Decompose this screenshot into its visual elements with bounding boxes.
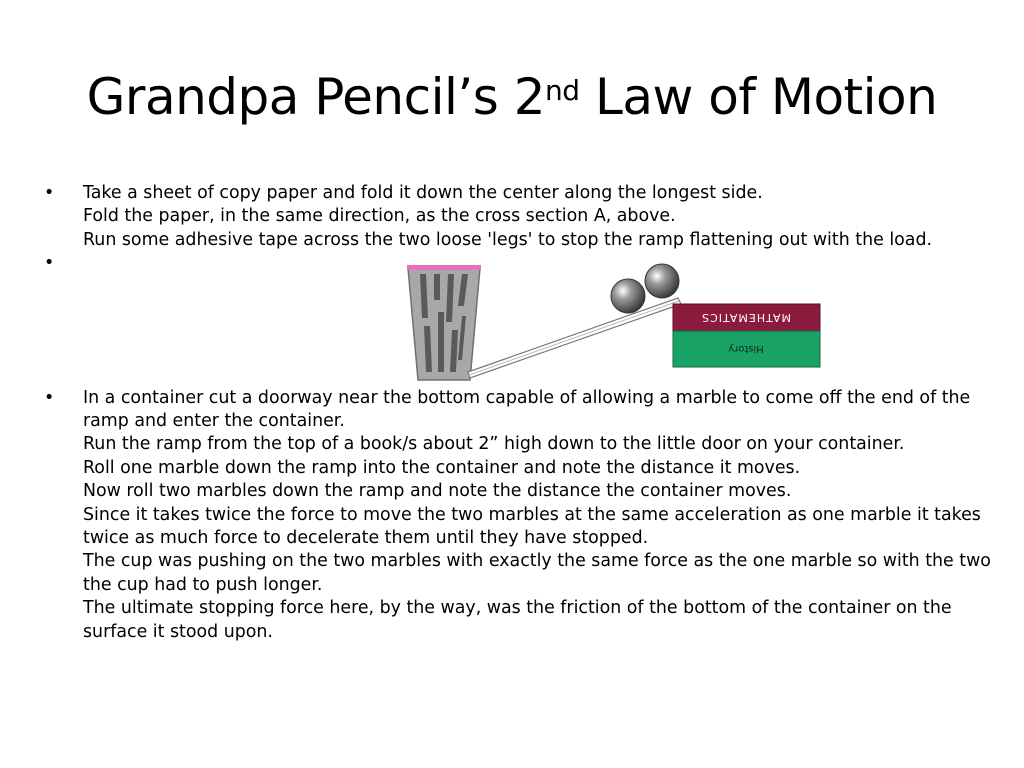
bullet-line: Roll one marble down the ramp into the container and note the distance it moves. [83, 457, 801, 478]
ramp-illustration [400, 260, 830, 386]
bullet-line: Take a sheet of copy paper and fold it down the center along the longest side. [83, 183, 763, 203]
bullet-dot: • [44, 387, 55, 408]
book-bottom-label: History [728, 343, 764, 354]
cup [407, 265, 481, 380]
book-top-label: MATHEMATICS [701, 311, 791, 324]
marble-icon [611, 279, 645, 313]
bullet-line: Run some adhesive tape across the two loose 'legs' to stop the ramp flattening out with the load. [83, 229, 933, 250]
title-superscript: nd [545, 74, 580, 107]
bullet-list [42, 182, 992, 644]
bullet-line: In a container cut a doorway near the bottom capable of allowing a marble to come off the end of the ramp and enter the container. [83, 387, 971, 432]
bullet-item-ramp-instructions [42, 182, 992, 252]
bullet-dot: • [44, 253, 55, 274]
cup-rim [407, 265, 481, 270]
bullet-line: The ultimate stopping force here, by the way, was the friction of the bottom of the container on the surface it stood upon. [83, 598, 952, 642]
marble-icon [645, 264, 679, 298]
bullet-line: Run the ramp from the top of a book/s about 2” high down to the little door on your container. [83, 434, 905, 455]
slide-title [0, 62, 1024, 132]
book-stack [673, 304, 820, 367]
ramp [468, 298, 681, 378]
bullet-line: Fold the paper, in the same direction, as the cross section A, above. [83, 206, 676, 227]
bullet-line: The cup was pushing on the two marbles with exactly the same force as the one marble so with the two the cup had to push longer. [83, 551, 991, 595]
bullet-item-experiment [42, 387, 992, 644]
bullet-dot: • [44, 183, 55, 203]
bullet-line: Since it takes twice the force to move the two marbles at the same acceleration as one marble it takes twice as much force to decelerate them until they have stopped. [83, 504, 981, 549]
title-main: Grandpa Pencil’s 2 [86, 68, 546, 126]
bullet-line: Now roll two marbles down the ramp and note the distance the container moves. [83, 481, 792, 502]
title-tail: Law of Motion [579, 68, 938, 126]
